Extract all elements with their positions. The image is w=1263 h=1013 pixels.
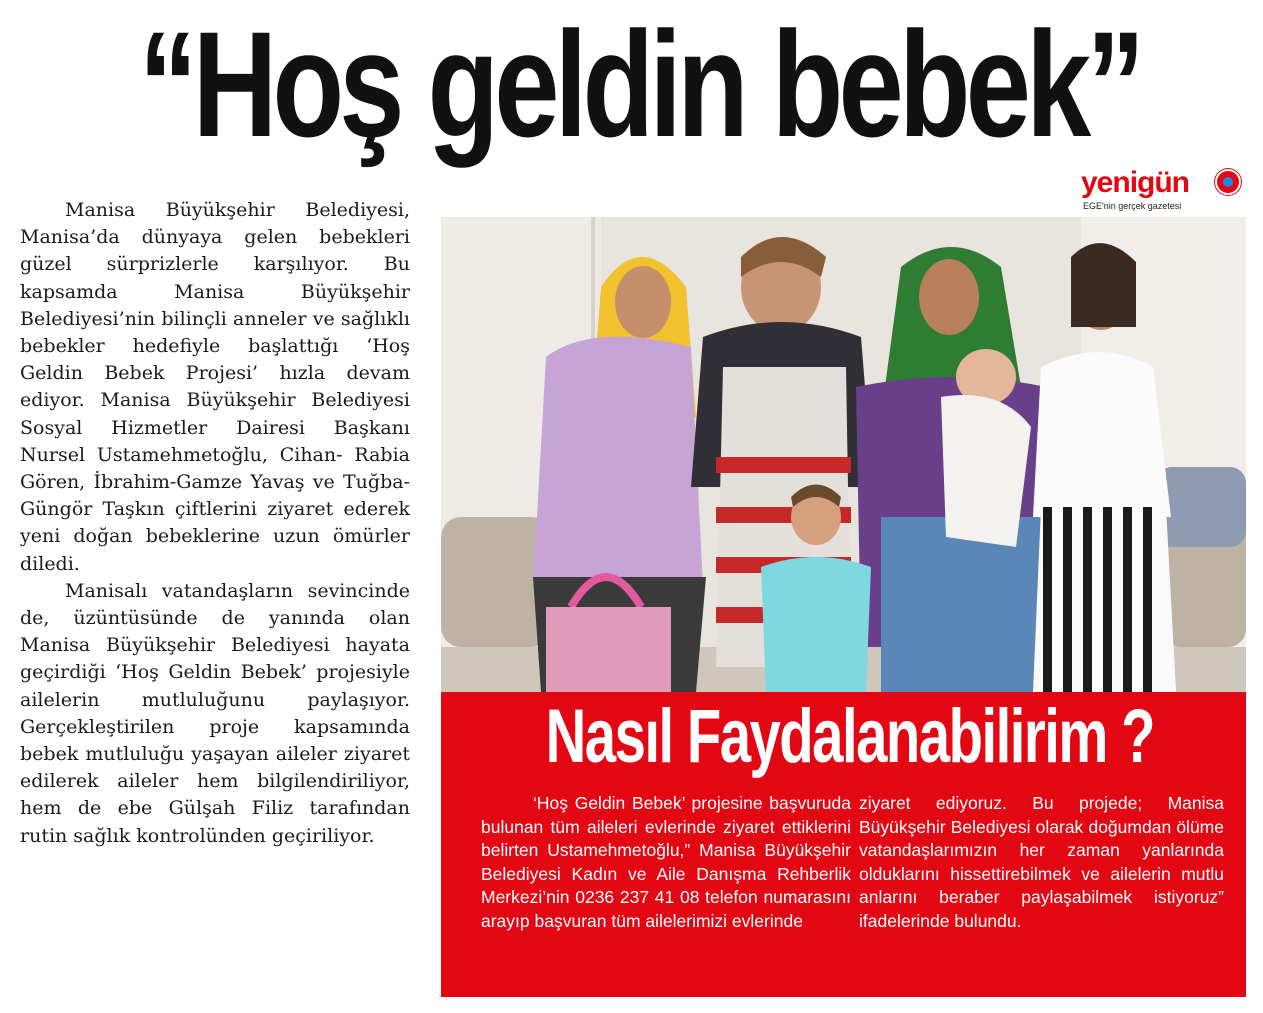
article-body xyxy=(20,197,410,850)
info-box-text: ‘Hoş Geldin Bebek’ projesine başvuruda bulunan tüm aileleri evlerinde ziyaret ettiklerini belirten Ustamehmetoğlu,” Manisa Büyükşehir Belediyesi Kadın ve Aile Danışma Rehberlik Merkezi’nin 0236 237 41 08 telefon numarasını arayıp başvuran tüm ailelerimizi evlerinde xyxy=(481,793,851,931)
article-paragraph: Manisa Büyükşehir Belediyesi, Manisa’da dünyaya gelen bebekleri güzel sürprizlerle karşılıyor. Bu kapsamda Manisa Büyükşehir Belediyesi’nin bilinçli anneler ve sağlıklı bebekler hedefiyle başlattığı ‘Hoş Geldin Bebek Projesi’ hızla devam ediyor. Manisa Büyükşehir Belediyesi Sosyal Hizmetler Dairesi Başkanı Nursel Ustamehmetoğlu, Cihan- Rabia Gören, İbrahim-Gamze Yavaş ve Tuğba-Güngör Taşkın çiftlerini ziyaret ederek yeni doğan bebeklerine uzun ömürler diledi. xyxy=(20,199,410,575)
logo-wordmark: yenigün xyxy=(1081,166,1190,199)
headline: “Hoş geldin bebek” xyxy=(138,0,1141,168)
article-paragraph: Manisalı vatandaşların sevincinde de, üzüntüsünde de yanında olan Manisa Büyükşehir Belediyesi hayata geçirdiği ‘Hoş Geldin Bebek’ projesiyle ailelerin mutluluğunu paylaşıyor. Gerçekleştirilen proje kapsamında bebek mutluluğu yaşayan aileler ziyaret edilerek aileler hem bilgilendiriliyor, hem de ebe Gülşah Filiz tarafından rutin sağlık kontrolünden geçiriliyor. xyxy=(20,579,410,847)
info-box-title: Nasıl Faydalanabilirim ? xyxy=(545,694,1154,779)
info-box xyxy=(441,692,1246,997)
photo-illustration xyxy=(441,217,1246,692)
info-box-column-left xyxy=(481,792,851,933)
logo-tagline: EGE'nin gerçek gazetesi xyxy=(1083,201,1182,211)
info-box-column-right xyxy=(859,792,1224,933)
eye-icon xyxy=(1215,169,1241,195)
article-photo xyxy=(441,217,1246,692)
info-box-text: ziyaret ediyoruz. Bu projede; Manisa Büyükşehir Belediyesi olarak doğumdan ölüme vatandaşlarımızın her zaman yanlarında olduklarını hissettirebilmek ve ailelerin mutlu anlarını beraber paylaşabilmek istiyoruz” ifadelerinde bulundu. xyxy=(859,793,1224,931)
newspaper-logo xyxy=(1081,165,1241,213)
